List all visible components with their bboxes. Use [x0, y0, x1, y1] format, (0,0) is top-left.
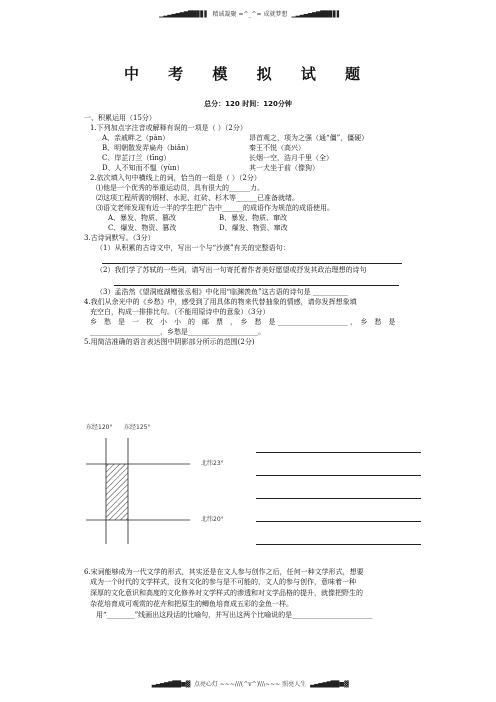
shaded-region [106, 464, 128, 520]
q2-option-c: C、爆发、物资、篡改 [108, 224, 177, 232]
q1-c-left: C、岸芷汀兰（tīng） [102, 154, 171, 162]
q3-answer-line-2[interactable] [114, 278, 399, 286]
q1-d-left: D、人不知而不愠（yùn） [102, 164, 184, 172]
latitude-label-23: 北纬23° [201, 460, 224, 467]
banner-decoration-right: ▁▂▃▄▅▆▇█▉▊▋▌ [291, 10, 341, 18]
q1-row-c [84, 154, 424, 164]
section-heading: 一、积累运用（15分） [84, 114, 156, 122]
q2-sentence-2: ⑵这项工程所需的钢材、水泥、红砖、杉木等______已准备就绪。 [96, 194, 299, 202]
longitude-label-120: 东经120° [86, 424, 113, 431]
longitude-label-125: 东经125° [124, 424, 151, 431]
q1-c-right: 长烟一空，浩月千里（全） [249, 154, 333, 162]
score-time: 总分：120 时间：120分钟 [204, 100, 292, 108]
q5-answer-line[interactable] [256, 522, 421, 545]
q1-row-a [84, 134, 424, 144]
footer-decoration-right: ▃▄▅▆▇██■▓ [310, 680, 349, 688]
q4-line-3: 乡 愁 是 一 枚 小 小 的 邮 票 ， 乡 愁 是 ____________________ ， 乡 愁 是 [90, 318, 396, 326]
q2-sentence-1: ⑴他是一个优秀的举重运动员，具有很大的______力。 [96, 184, 264, 192]
q1-d-right: 其一犬坐于前（像狗） [249, 164, 319, 172]
q2-stem: 2.依次填入句中横线上的词，恰当的一组是（ ）（2分） [90, 174, 261, 182]
q4-line-4: ____________________，乡愁是____________________。 [90, 328, 265, 336]
q1-a-right: 昂首观之，项为之强（通“僵”，僵硬） [249, 134, 369, 142]
q2-option-a: A、暴发、物质、篡改 [108, 214, 177, 222]
q3-part-3: （3）孟浩然《望洞庭湖赠张丞相》中化用“临渊羡鱼”这古语的诗句是 __________ [96, 288, 348, 296]
q6-line-3: 深厚的文化意识和高度的文化修养对文学样式的渗透和对文学品格的提升，就像把野生的 [90, 589, 363, 597]
q5-answer-line[interactable] [256, 430, 421, 453]
q5-answer-line[interactable] [256, 453, 421, 476]
q1-row-b [84, 144, 424, 154]
q6-line-2: 成为一个时代的文学样式，没有文化的参与是不可能的，文人的参与创作，意味着一种 [90, 578, 356, 586]
banner-decoration-left: ▁▂▃▄▅▆▇█▉▊▋▌ [159, 10, 209, 18]
q3-stem: 3.古诗词默写。（3分） [84, 234, 155, 242]
q1-a-left: A、亲戚畔之（pàn） [102, 134, 170, 142]
coordinate-grid [86, 424, 206, 546]
page-title: 中 考 模 拟 试 题 [123, 65, 373, 83]
q6-line-4: 杂花培育成可观赏的花卉和把原生的鲫鱼培育成五彩的金鱼一样。 [90, 600, 293, 608]
q2-row-cd [84, 224, 424, 234]
q6-content [84, 568, 424, 622]
header-banner [90, 10, 410, 20]
footer-decoration-left: ▃▄▅▆▇██■▓ [151, 680, 190, 688]
q3-part-2: （2）我们学了苏轼的一些词，请写出一句寄托着作者美好愿望或抒发其政治理想的诗句 [96, 266, 367, 274]
q5-answer-lines [256, 430, 421, 545]
q6-line-1: 6.宋词能够成为一代文学的形式，其实还是在文人参与创作之后，任何一种文学形式，想要 [84, 568, 364, 576]
q5-answer-line[interactable] [256, 499, 421, 522]
q3-answer-line-1[interactable] [102, 256, 402, 264]
q3-part-1: （1）从积累的古诗文中，写出一个与“沙漠”有关的完整语句： [96, 244, 290, 252]
q5-answer-line[interactable] [256, 476, 421, 499]
q2-option-b: B、暴发、物质、窜改 [219, 214, 288, 222]
q1-stem: 1.下列加点字注音或解释有误的一项是（ ）（2分） [90, 124, 247, 132]
q4-line-1: 4.我们从余光中的《乡愁》中，感受到了用具体的物来代替抽象的情感，请你发挥想象填 [84, 298, 357, 306]
map-grid-figure [86, 424, 224, 546]
footer-text: 点亮心灯 ~~~///(^v^)\\\~~~ 照亮人生 [193, 680, 307, 688]
q5-stem: 5.用简洁准确的语言表达图中阴影部分所示的范围(2分) [84, 338, 255, 346]
q2-row-ab [84, 214, 424, 224]
q1-b-right: 秦王不悦（高兴） [249, 144, 305, 152]
q4-line-2: 充空白，构成一排排比句。（不能用原诗中的意象）（3分） [90, 308, 270, 316]
q2-sentence-3: ⑶语文老师发现有近一半的学生把广告中______的成语作为规范的成语使用。 [96, 204, 334, 212]
latitude-label-20: 北纬20° [201, 516, 224, 523]
q6-line-5: 用“________”线画出这段话的比喻句，并写出这两个比喻说的是_______________________ [96, 611, 373, 619]
banner-text: 精诚凝聚 =^_^= 成就梦想 [212, 10, 288, 18]
question-content [84, 114, 424, 348]
q2-option-d: D、爆发、物资、窜改 [219, 224, 288, 232]
footer-banner [90, 680, 410, 690]
q1-row-d [84, 164, 424, 174]
q1-b-left: B、明朝散发弄扁舟（biǎn） [102, 144, 193, 152]
